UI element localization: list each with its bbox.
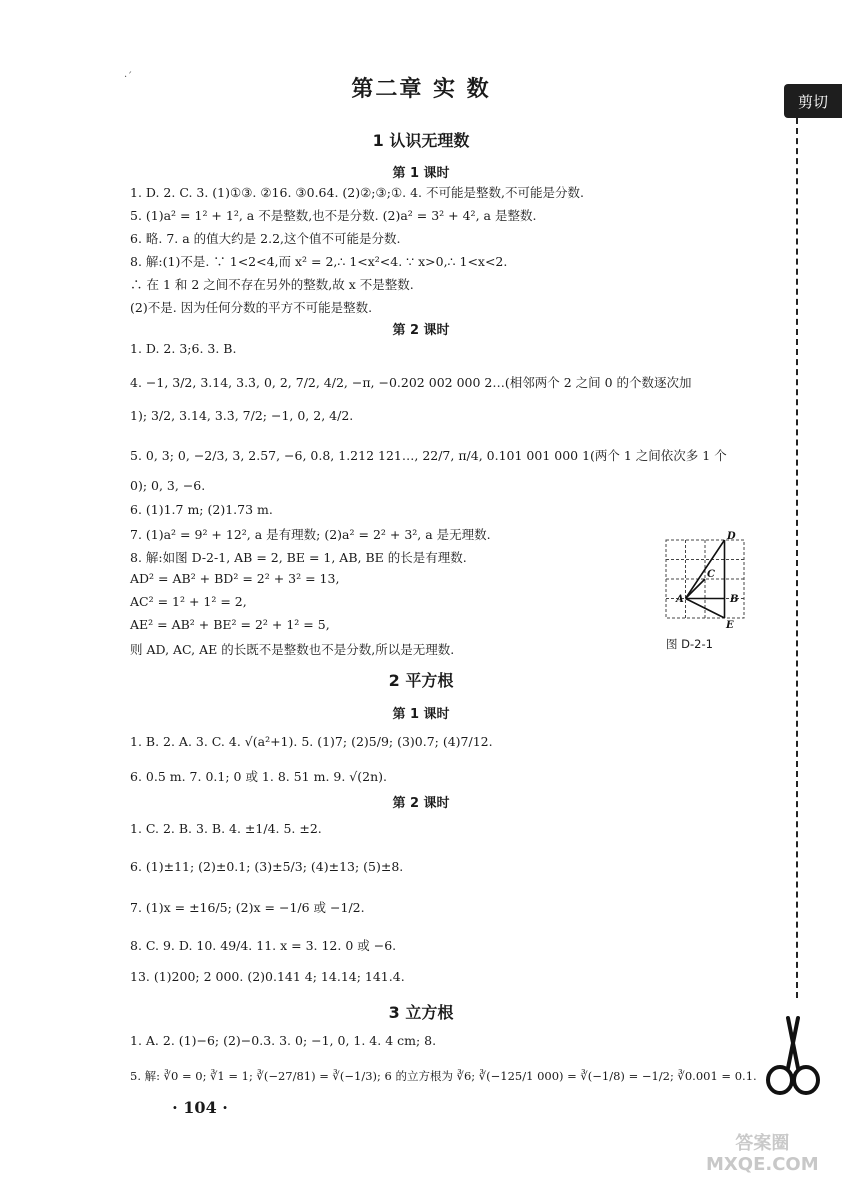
lesson-title-2-1: 第 1 课时 <box>392 707 450 722</box>
watermark-line-2: MXQE.COM <box>706 1153 819 1175</box>
lesson-title-2-2: 第 2 课时 <box>392 796 450 811</box>
stray-mark: ·´ <box>124 72 133 83</box>
answer-line: 6. 略. 7. a 的值大约是 2.2,这个值不可能是分数. <box>130 231 401 246</box>
label-e: E <box>726 620 734 630</box>
watermark <box>706 1134 819 1175</box>
answer-line: 1. D. 2. 3;6. 3. B. <box>130 341 237 356</box>
answer-line: 7. (1)x = ±16/5; (2)x = −1/6 或 −1/2. <box>130 900 365 915</box>
page-number: · 104 · <box>172 1098 228 1117</box>
watermark-line-1: 答案圈 <box>735 1133 790 1154</box>
answer-line: (2)不是. 因为任何分数的平方不可能是整数. <box>130 300 373 315</box>
label-b: B <box>730 594 739 605</box>
scissors-icon <box>762 1012 824 1098</box>
answer-line: 则 AD, AC, AE 的长既不是整数也不是分数,所以是无理数. <box>130 642 455 657</box>
cut-tab: 剪切 <box>784 84 842 118</box>
answer-line: 4. −1, 3/2, 3.14, 3.3̇, 0, 2, 7/2, 4/2, −π, −0.202 002 000 2…(相邻两个 2 之间 0 的个数逐次加 <box>130 375 692 390</box>
section-title-3: 3 立方根 <box>388 1003 454 1022</box>
lesson-title-1-1: 第 1 课时 <box>392 166 450 181</box>
figure-caption: 图 D-2-1 <box>666 637 713 651</box>
answer-line: 8. C. 9. D. 10. 49/4. 11. x = 3. 12. 0 或 −6. <box>130 938 397 953</box>
answer-line: AD² = AB² + BD² = 2² + 3² = 13, <box>130 571 340 586</box>
answer-line: 5. 解: ∛0 = 0; ∛1 = 1; ∛(−27/81) = ∛(−1/3); 6 的立方根为 ∛6; ∛(−125/1 000) = ∛(−1/8) = −1/2; ∛0.001 = 0.1. <box>130 1069 757 1083</box>
chapter-title: 第二章 实 数 <box>351 77 491 102</box>
label-d: D <box>727 531 736 542</box>
section-title-2: 2 平方根 <box>388 671 454 690</box>
answer-line: AC² = 1² + 1² = 2, <box>130 594 247 609</box>
answer-line: 1. B. 2. A. 3. C. 4. √(a²+1). 5. (1)7; (2)5/9; (3)0.7; (4)7/12. <box>130 734 493 749</box>
answer-line: 13. (1)200; 2 000. (2)0.141 4; 14.14; 141.4. <box>130 969 405 984</box>
answer-line: AE² = AB² + BE² = 2² + 1² = 5, <box>130 617 330 632</box>
answer-line: 7. (1)a² = 9² + 12², a 是有理数; (2)a² = 2² + 3², a 是无理数. <box>130 527 491 542</box>
answer-line: 6. (1)1.7 m; (2)1.73 m. <box>130 502 273 517</box>
answer-line: 1); 3/2, 3.14, 3.3̇, 7/2; −1, 0, 2, 4/2. <box>130 408 354 423</box>
answer-line: 8. 解:如图 D-2-1, AB = 2, BE = 1, AB, BE 的长是有理数. <box>130 550 467 565</box>
answer-line: ∴ 在 1 和 2 之间不存在另外的整数,故 x 不是整数. <box>130 277 414 292</box>
cut-line <box>796 118 798 998</box>
label-a: A <box>676 594 684 605</box>
figure-d-2-1 <box>660 530 750 630</box>
segment-ac <box>686 579 706 599</box>
segment-ad <box>686 540 725 599</box>
answer-line: 6. (1)±11; (2)±0.1; (3)±5/3; (4)±13; (5)±8. <box>130 859 404 874</box>
answer-line: 6. 0.5 m. 7. 0.1; 0 或 1. 8. 51 m. 9. √(2n). <box>130 769 387 784</box>
lesson-title-1-2: 第 2 课时 <box>392 323 450 338</box>
label-c: C <box>707 569 715 580</box>
answer-line: 5. (1)a² = 1² + 1², a 不是整数,也不是分数. (2)a² = 3² + 4², a 是整数. <box>130 208 537 223</box>
answer-line: 8. 解:(1)不是. ∵ 1<2<4,而 x² = 2,∴ 1<x²<4. ∵ x>0,∴ 1<x<2. <box>130 254 508 269</box>
answer-line: 0); 0, 3, −6. <box>130 478 206 493</box>
answer-line: 1. A. 2. (1)−6; (2)−0.3. 3. 0; −1, 0, 1. 4. 4 cm; 8. <box>130 1033 437 1048</box>
section-title-1: 1 认识无理数 <box>372 131 470 150</box>
answer-line: 1. C. 2. B. 3. B. 4. ±1/4. 5. ±2. <box>130 821 322 836</box>
answer-line: 1. D. 2. C. 3. (1)①③. ②16. ③0.64. (2)②;③;①. 4. 不可能是整数,不可能是分数. <box>130 185 584 200</box>
answer-line: 5. 0, 3; 0, −2/3, 3, 2.57, −6, 0.8, 1.212 121…, 22/7, π/4, 0.101 001 000 1(两个 1 之间依次多 1 个 <box>130 448 727 463</box>
